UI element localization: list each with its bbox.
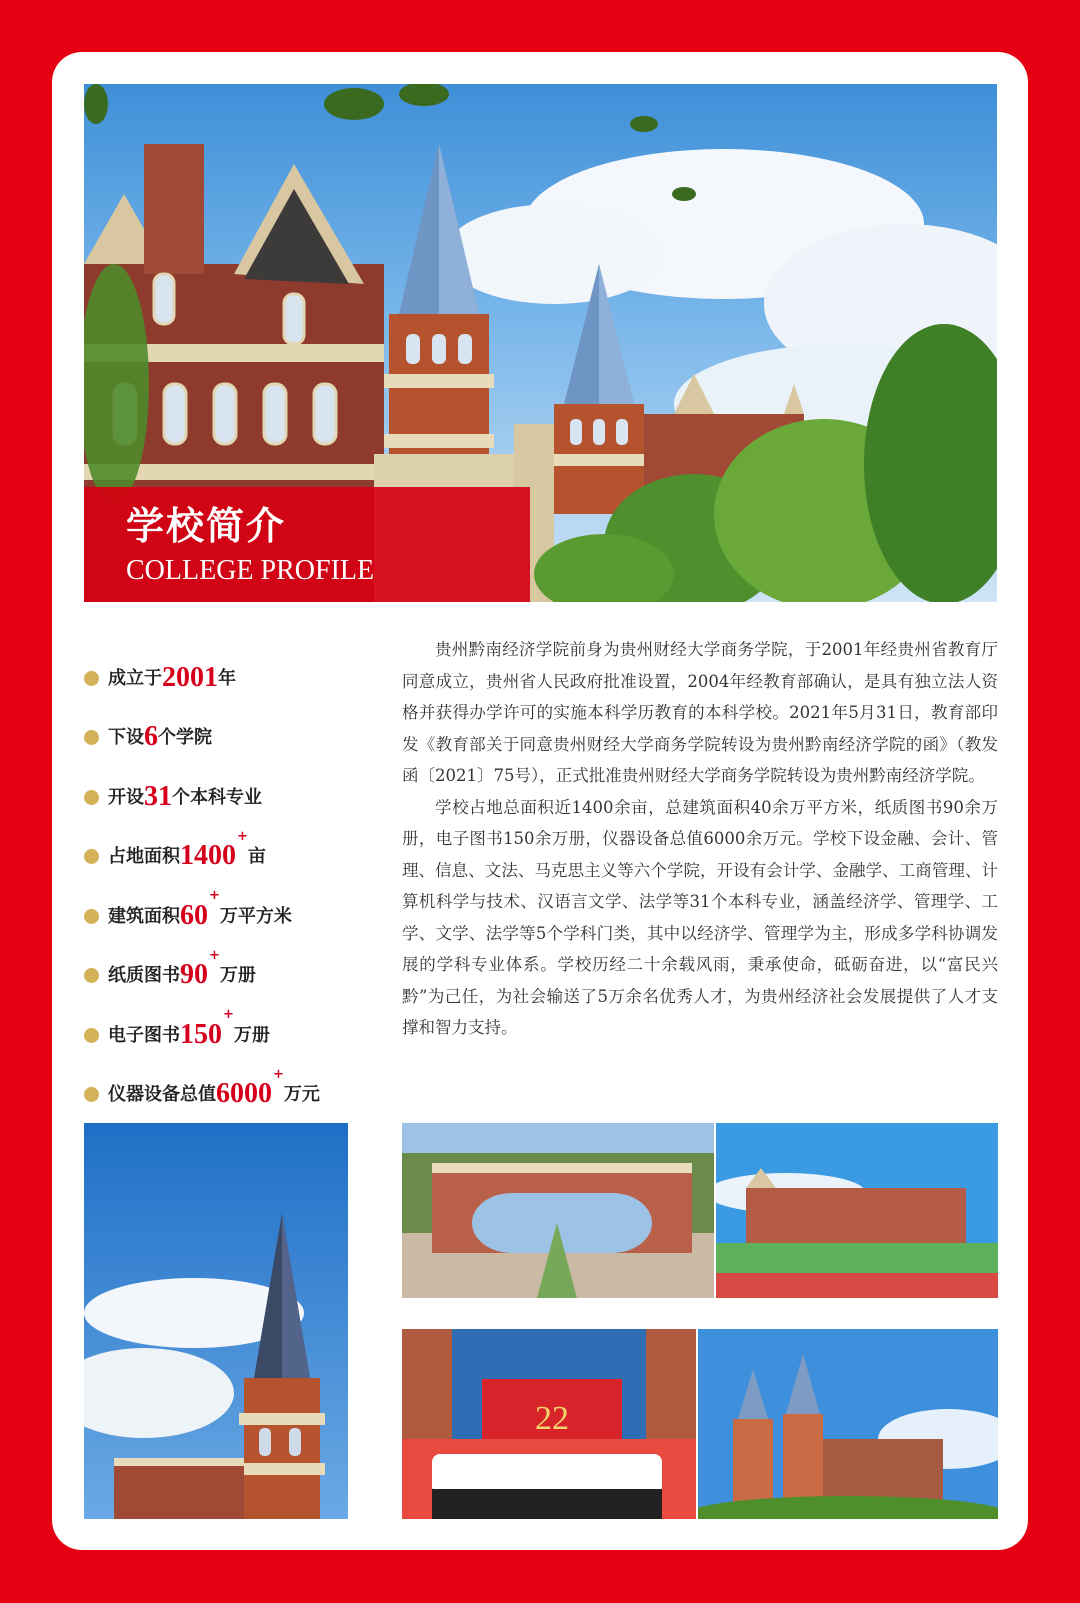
- intro-paragraph-2: 学校占地总面积近1400余亩，总建筑面积40余万平方米，纸质图书90余万册，电子图书150余万册，仪器设备总值6000余万元。学校下设金融、会计、管理、信息、文法、马克思主义等六个学院，开设有会计学、金融学、工商管理、计算机科学与技术、汉语言文学、法学等31个本科专业，涵盖经济学、管理学、工学、文学、法学等5个学科门类，其中以经济学、管理学为主，形成多学科协调发展的学科专业体系。学校历经二十余载风雨，秉承使命，砥砺奋进，以“富民兴黔”为己任，为社会输送了5万余名优秀人才，为贵州经济社会发展提供了人才支撑和智力支持。: [402, 797, 998, 1037]
- hero-title-banner: [84, 487, 530, 602]
- stat-suffix: 万册: [233, 1024, 270, 1046]
- stat-value: 6: [144, 721, 158, 752]
- stat-majors: [84, 751, 384, 811]
- stat-ebooks: [84, 989, 384, 1049]
- hero-title-chinese: 学校简介: [126, 503, 287, 548]
- photo-campus-gate: [402, 1123, 714, 1298]
- stat-paper-books: [84, 930, 384, 990]
- stat-equipment-value: [84, 1049, 384, 1109]
- hero-campus-photo: [84, 84, 997, 602]
- profile-card: [52, 52, 1028, 1550]
- stat-value: 6000: [216, 1078, 272, 1109]
- stat-prefix: 电子图书: [108, 1024, 180, 1046]
- stat-plus: +: [223, 1007, 234, 1022]
- bullet-dot-icon: [84, 849, 99, 864]
- stat-prefix: 纸质图书: [108, 965, 180, 986]
- stat-suffix: 个学院: [158, 727, 212, 748]
- bullet-dot-icon: [84, 968, 99, 983]
- stat-plus: +: [237, 828, 248, 844]
- stat-suffix: 万册: [219, 965, 256, 986]
- svg-text:22: 22: [535, 1400, 569, 1437]
- stat-prefix: 建筑面积: [108, 905, 180, 927]
- photo-sports-field: [716, 1123, 998, 1298]
- stat-land-area: [84, 811, 384, 871]
- stat-suffix: 万平方米: [219, 905, 292, 927]
- photo-twin-towers: [698, 1329, 998, 1519]
- stat-founded: [84, 632, 384, 692]
- stat-prefix: 开设: [108, 786, 144, 808]
- stat-value: 90: [180, 959, 208, 990]
- stat-prefix: 占地面积: [108, 846, 180, 867]
- stat-value: 2001: [162, 661, 218, 693]
- stat-plus: +: [209, 888, 220, 903]
- stat-suffix: 亩: [247, 846, 266, 867]
- stat-plus: +: [209, 947, 220, 963]
- stat-prefix: 下设: [108, 727, 144, 748]
- bullet-dot-icon: [84, 730, 99, 745]
- bullet-dot-icon: [84, 671, 99, 686]
- stat-value: 150: [180, 1018, 222, 1050]
- stat-prefix: 仪器设备总值: [108, 1084, 216, 1105]
- bullet-dot-icon: [84, 909, 99, 924]
- photo-group-event: [402, 1329, 696, 1519]
- stat-prefix: 成立于: [108, 667, 162, 689]
- stat-value: 60: [180, 899, 208, 931]
- stat-suffix: 个本科专业: [172, 786, 262, 808]
- hero-title-english: COLLEGE PROFILE: [126, 555, 375, 586]
- stat-suffix: 年: [218, 667, 236, 689]
- bullet-dot-icon: [84, 1087, 99, 1102]
- stat-value: 31: [144, 780, 172, 812]
- stat-plus: +: [273, 1066, 284, 1082]
- bullet-dot-icon: [84, 1028, 99, 1043]
- photo-tower: [84, 1123, 348, 1519]
- intro-text: [402, 634, 998, 1044]
- stat-colleges: [84, 692, 384, 752]
- stat-suffix: 万元: [283, 1084, 320, 1105]
- stat-building-area: [84, 870, 384, 930]
- stat-value: 1400: [180, 840, 236, 871]
- bullet-dot-icon: [84, 790, 99, 805]
- intro-paragraph-1: 贵州黔南经济学院前身为贵州财经大学商务学院，于2001年经贵州省教育厅同意成立，贵州省人民政府批准设置，2004年经教育部确认，是具有独立法人资格并获得办学许可的实施本科学历教育的本科学校。2021年5月31日，教育部印发《教育部关于同意贵州财经大学商务学院转设为贵州黔南经济学院的函》（教发函〔2021〕75号），正式批准贵州财经大学商务学院转设为贵州黔南经济学院。: [402, 640, 998, 785]
- stats-list: [84, 632, 384, 1108]
